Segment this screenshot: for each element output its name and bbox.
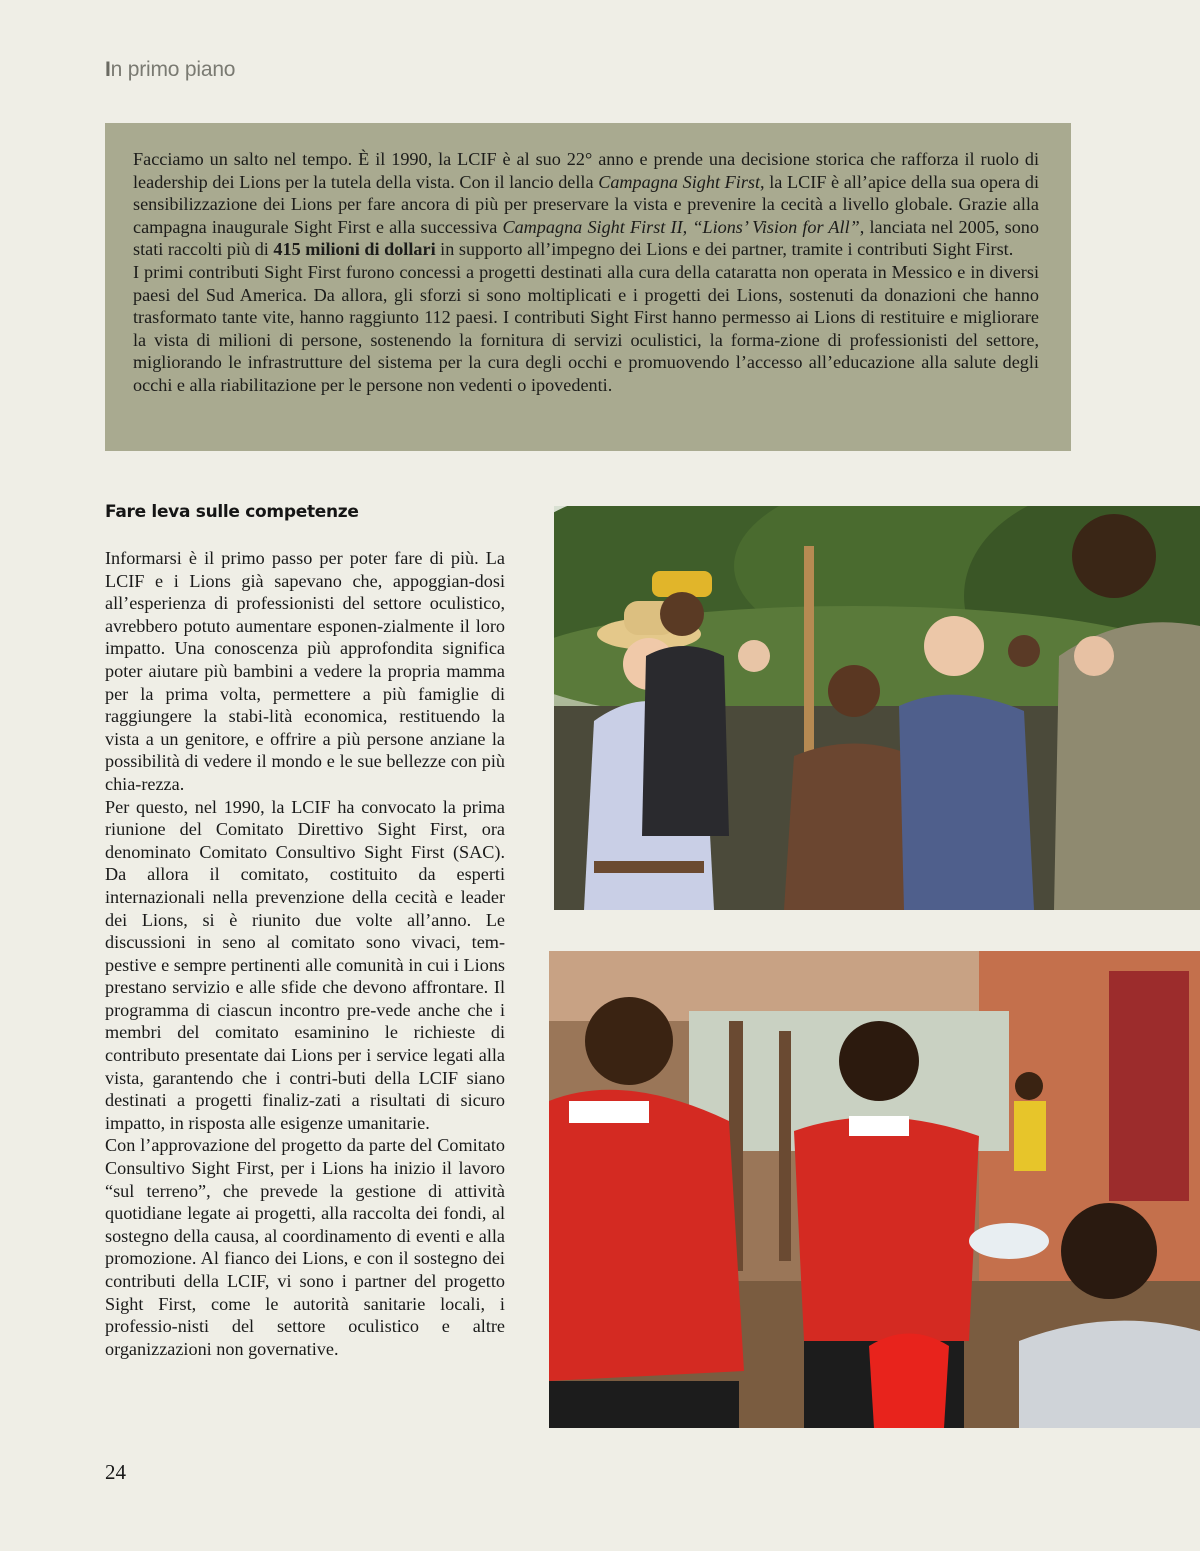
intro-text: in supporto all’impegno dei Lions e dei partner, tramite i contributi Sight First. [435, 239, 1014, 260]
section-label [105, 58, 235, 82]
funds-highlight: 415 milioni di dollari [273, 239, 436, 260]
intro-paragraph-1 [133, 148, 1039, 261]
campaign-name: Campagna Sight First [598, 171, 761, 192]
photo-eye-screening-illustration [549, 951, 1200, 1428]
section-label-initial: I [105, 58, 111, 81]
intro-text: , la LCIF è all’apice della sua opera di sensibilizzazione dei Lions per fare ancora di più per preservare la vista e prevenire la cecità a livello globale. Grazie alla campagna inaugurale Sight First e alla successiva [133, 171, 1039, 237]
article-column [105, 547, 505, 1360]
intro-paragraph-2: I primi contributi Sight First furono concessi a progetti destinati alla cura della cataratta non operata in Messico e in diversi paesi del Sud America. Da allora, gli sforzi si sono moltiplicati e i progetti dei Lions, sostenuti da donazioni che hanno trasformato tante vite, hanno raggiunto 112 paesi. I contributi Sight First hanno permesso ai Lions di restituire e migliorare la vista di milioni di persone, sostenendo la fornitura di servizi oculistici, la forma-zione di professionisti del settore, migliorando le infrastrutture del sistema per la cura degli occhi e promuovendo l’accesso all’educazione alla salute degli occhi e alla riabilitazione per le persone non vedenti o ipovedenti. [133, 261, 1039, 395]
intro-box [105, 123, 1071, 451]
article-heading: Fare leva sulle competenze [105, 502, 359, 522]
article-paragraph: Con l’approvazione del progetto da parte del Comitato Consultivo Sight First, per i Lions ha inizio il lavoro “sul terreno”, che prevede la gestione di attività quotidiane legate ai progetti, alla raccolta dei fondi, al sostegno della causa, al coordinamento di eventi e alla promozione. Al fianco dei Lions, e con il sostegno dei contributi della LCIF, vi sono i partner del progetto Sight First, come le autorità sanitarie locali, i professio-nisti del settore oculistico e altre organizzazioni non governative. [105, 1135, 505, 1359]
page-number: 24 [105, 1460, 126, 1484]
intro-text: , lanciata nel 2005, sono stati raccolti più di [133, 216, 1039, 260]
intro-text: Facciamo un salto nel tempo. È il 1990, la LCIF è al suo 22° anno e prende una decisione storica che rafforza il ruolo di leadership dei Lions per la tutela della vista. Con il lancio della [133, 149, 1039, 192]
photo-eye-screening [549, 951, 1200, 1428]
article-paragraph: Informarsi è il primo passo per poter fare di più. La LCIF e i Lions già sapevano che, appoggian-dosi all’esperienza di professionisti del settore oculistico, avrebbero potuto aumentare esponen-zialmente il loro impatto. Una conoscenza più approfondita significa poter aiutare più bambini a vedere la propria mamma per la prima volta, permettere a più famiglie di raggiungere la stabi-lità economica, restituendo la vista a un genitore, e offrire a più persone anziane la possibilità di vedere il mondo e le sue bellezze con più chia-rezza. [105, 548, 505, 794]
article-paragraph: Per questo, nel 1990, la LCIF ha convocato la prima riunione del Comitato Direttivo Sight First, ora denominato Comitato Consultivo Sight First (SAC). Da allora il comitato, costituito da esperti internazionali nella prevenzione della cecità e leader dei Lions, si è riunito due volte all’anno. Le discussioni in seno al comitato sono vivaci, tem-pestive e sempre pertinenti alle comunità in cui i Lions prestano servizio e alle sfide che devono affrontare. Il programma di ciascun incontro pre-vede anche che i membri del comitato esaminino le richieste di contributo presentate dai Lions per i service legati alla vista, garantendo che i contri-buti della LCIF siano destinati a progetti finaliz-zati a risultati di sicuro impatto, in risposta alle esigenze umanitarie. [105, 796, 505, 1133]
section-label-rest: n primo piano [110, 58, 236, 81]
campaign-name: Campagna Sight First II, “Lions’ Vision for All” [502, 216, 860, 237]
photo-field-visit [554, 506, 1200, 910]
photo-field-visit-illustration [554, 506, 1200, 910]
